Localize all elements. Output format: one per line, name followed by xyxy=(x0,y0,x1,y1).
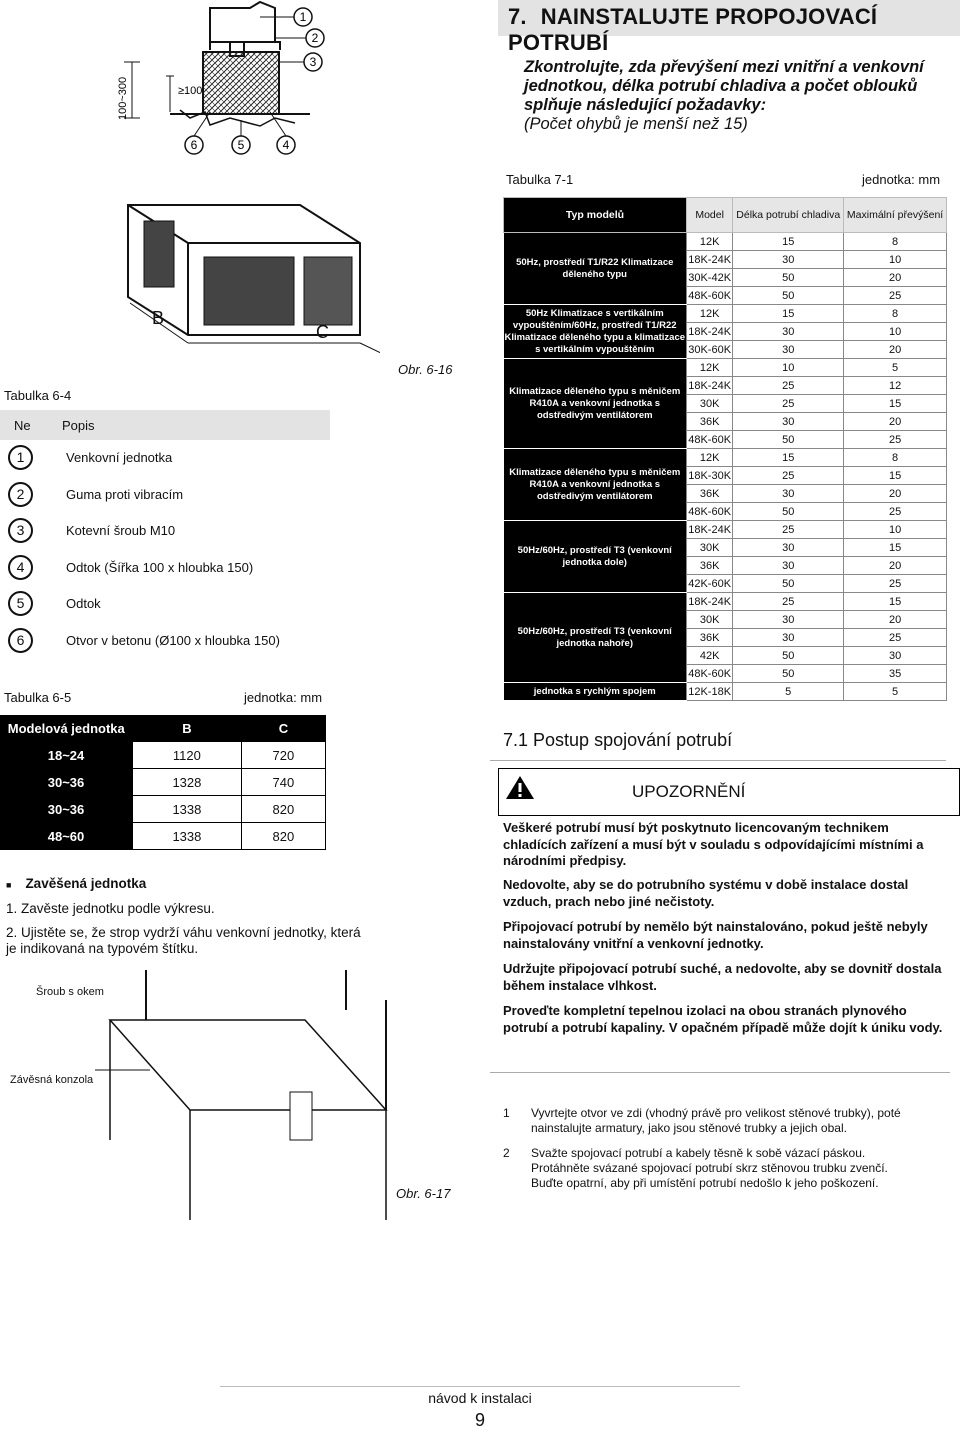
page-number: 9 xyxy=(474,1410,485,1430)
length-cell: 30 xyxy=(733,413,844,431)
length-cell: 15 xyxy=(733,305,844,323)
dimensions-table xyxy=(0,715,326,850)
callout-5: 5 xyxy=(237,138,245,152)
length-cell: 25 xyxy=(733,521,844,539)
footer-label: návod k instalaci xyxy=(428,1390,532,1406)
model-cell: 36K xyxy=(687,413,733,431)
model-type-cell: 50Hz, prostředí T1/R22 Klimatizace děleného typu xyxy=(504,233,687,305)
divider xyxy=(490,1072,950,1073)
figure-16-caption: Obr. 6-16 xyxy=(398,362,453,377)
cell-c: 820 xyxy=(241,796,325,823)
model-type-cell: 50Hz/60Hz, prostředí T3 (venkovní jednotka nahoře) xyxy=(504,593,687,683)
table-71-unit: jednotka: mm xyxy=(862,172,941,187)
height-cell: 20 xyxy=(844,557,947,575)
model-cell: 30K-42K xyxy=(687,269,733,287)
figure-17-caption: Obr. 6-17 xyxy=(396,1186,451,1201)
table-row xyxy=(0,622,330,659)
label-c: C xyxy=(316,322,329,342)
dim-inner: ≥100 xyxy=(178,85,203,97)
col-c: C xyxy=(241,715,325,742)
model-cell: 48K-60K xyxy=(687,503,733,521)
row-desc: Otvor v betonu (Ø100 x hloubka 150) xyxy=(50,622,330,659)
height-cell: 30 xyxy=(844,647,947,665)
table-row xyxy=(0,586,330,623)
height-cell: 20 xyxy=(844,413,947,431)
model-cell: 48K-60K xyxy=(687,431,733,449)
col-type: Typ modelů xyxy=(504,198,687,233)
warning-paragraph-4: Udržujte připojovací potrubí suché, a nedovolte, aby se dovnitř dostala během instalace vlhkost. xyxy=(503,961,942,993)
row-desc: Odtok (Šířka 100 x hloubka 150) xyxy=(50,549,330,586)
height-cell: 10 xyxy=(844,251,947,269)
length-cell: 50 xyxy=(733,269,844,287)
length-cell: 30 xyxy=(733,323,844,341)
table-header xyxy=(0,715,326,742)
height-cell: 10 xyxy=(844,323,947,341)
model-cell: 36K xyxy=(687,557,733,575)
row-desc: Kotevní šroub M10 xyxy=(50,513,330,550)
step-text: Svažte spojovací potrubí a kabely těsně k sobě vázací páskou. Protáhněte svázané spojovací potrubí skrz stěnovou trubku zvenčí. Buďte opatrní, aby při umístění potrubí nedošlo k jeho poškození. xyxy=(531,1146,888,1190)
table-row xyxy=(0,823,326,850)
length-cell: 50 xyxy=(733,287,844,305)
row-desc: Guma proti vibracím xyxy=(50,476,330,513)
step-number: 2. xyxy=(6,925,18,940)
table-row xyxy=(504,449,947,467)
length-cell: 30 xyxy=(733,539,844,557)
intro-note: (Počet ohybů je menší než 15) xyxy=(524,115,748,133)
model-cell: 30K xyxy=(687,395,733,413)
cell-b: 1338 xyxy=(133,796,242,823)
table-row xyxy=(0,742,326,769)
suspended-step-1 xyxy=(6,901,366,916)
table-row xyxy=(504,683,947,701)
length-cell: 30 xyxy=(733,557,844,575)
step-text: Vyvrtejte otvor ve zdi (vhodný právě pro velikost stěnové trubky), poté nainstalujte armatury, jako jsou stěnové trubky a jejich obal. xyxy=(531,1106,901,1135)
col-desc: Popis xyxy=(50,410,330,440)
label-b: B xyxy=(152,308,165,328)
model-cell: 18K-30K xyxy=(687,467,733,485)
height-cell: 10 xyxy=(844,521,947,539)
model-cell: 12K xyxy=(687,233,733,251)
length-cell: 25 xyxy=(733,467,844,485)
length-cell: 25 xyxy=(733,377,844,395)
cell-model: 18~24 xyxy=(0,742,133,769)
cell-b: 1120 xyxy=(133,742,242,769)
model-cell: 36K xyxy=(687,629,733,647)
table-row xyxy=(504,593,947,611)
suspended-unit-figure xyxy=(90,960,400,1230)
length-cell: 30 xyxy=(733,611,844,629)
row-number: 5 xyxy=(8,591,33,616)
length-cell: 50 xyxy=(733,575,844,593)
height-cell: 8 xyxy=(844,233,947,251)
model-cell: 18K-24K xyxy=(687,377,733,395)
height-cell: 25 xyxy=(844,629,947,647)
length-cell: 30 xyxy=(733,341,844,359)
step-number: 2 xyxy=(503,1146,510,1160)
divider xyxy=(490,760,946,761)
col-no: Ne xyxy=(0,410,50,440)
cell-b: 1338 xyxy=(133,823,242,850)
table-64-caption: Tabulka 6-4 xyxy=(4,388,72,403)
piping-table xyxy=(503,197,947,701)
length-cell: 50 xyxy=(733,431,844,449)
footer-line xyxy=(220,1386,740,1387)
height-cell: 15 xyxy=(844,539,947,557)
step-text: Zavěste jednotku podle výkresu. xyxy=(21,901,215,916)
row-number: 4 xyxy=(8,555,33,580)
table-71-caption: Tabulka 7-1 xyxy=(506,172,574,187)
height-cell: 12 xyxy=(844,377,947,395)
row-desc: Venkovní jednotka xyxy=(50,440,330,476)
height-cell: 5 xyxy=(844,359,947,377)
col-model: Modelová jednotka xyxy=(0,715,133,742)
callout-6: 6 xyxy=(190,138,198,152)
table-row xyxy=(504,521,947,539)
model-cell: 18K-24K xyxy=(687,521,733,539)
mounting-figure xyxy=(110,0,340,160)
step-1 xyxy=(503,1106,943,1136)
warning-title: UPOZORNĚNÍ xyxy=(632,782,746,801)
height-cell: 8 xyxy=(844,305,947,323)
length-cell: 50 xyxy=(733,665,844,683)
row-number: 6 xyxy=(8,628,33,653)
model-cell: 42K xyxy=(687,647,733,665)
height-cell: 20 xyxy=(844,269,947,287)
table-header xyxy=(504,198,947,233)
dim-vertical: 100~300 xyxy=(117,76,129,120)
model-type-cell: jednotka s rychlým spojem xyxy=(504,683,687,701)
model-cell: 36K xyxy=(687,485,733,503)
col-height: Maximální převýšení xyxy=(844,198,947,233)
height-cell: 15 xyxy=(844,467,947,485)
warning-paragraph-3: Připojovací potrubí by nemělo být nainstalováno, pokud ještě nebyly nainstalovány vnitřní a venkovní jednotky. xyxy=(503,919,928,951)
height-cell: 25 xyxy=(844,287,947,305)
parts-table xyxy=(0,410,330,659)
section-title-text: NAINSTALUJTE PROPOJOVACÍ POTRUBÍ xyxy=(508,4,878,55)
section-title xyxy=(508,4,960,56)
length-cell: 50 xyxy=(733,503,844,521)
subsection-title: 7.1 Postup spojování potrubí xyxy=(503,730,733,750)
cell-b: 1328 xyxy=(133,769,242,796)
model-cell: 42K-60K xyxy=(687,575,733,593)
cell-c: 720 xyxy=(241,742,325,769)
row-number: 1 xyxy=(8,445,33,470)
intro-text xyxy=(524,58,944,134)
model-cell: 12K-18K xyxy=(687,683,733,701)
table-row xyxy=(0,476,330,513)
length-cell: 10 xyxy=(733,359,844,377)
height-cell: 35 xyxy=(844,665,947,683)
height-cell: 20 xyxy=(844,485,947,503)
table-header xyxy=(0,410,330,440)
table-65-unit: jednotka: mm xyxy=(244,690,323,705)
outdoor-unit-figure xyxy=(80,185,380,360)
model-cell: 18K-24K xyxy=(687,593,733,611)
cell-model: 30~36 xyxy=(0,796,133,823)
bullet-icon: ■ xyxy=(6,880,12,890)
section-number: 7. xyxy=(508,4,527,29)
row-desc: Odtok xyxy=(50,586,330,623)
table-row xyxy=(504,359,947,377)
table-row xyxy=(0,769,326,796)
length-cell: 30 xyxy=(733,485,844,503)
height-cell: 5 xyxy=(844,683,947,701)
warning-paragraph-2: Nedovolte, aby se do potrubního systému v době instalace dostal vzduch, prach nebo jiné nečistoty. xyxy=(503,877,909,909)
model-cell: 18K-24K xyxy=(687,323,733,341)
table-row xyxy=(0,440,330,476)
length-cell: 30 xyxy=(733,251,844,269)
step-text: Ujistěte se, že strop vydrží váhu venkovní jednotky, která je indikovaná na typovém štítku. xyxy=(6,925,361,956)
step-number: 1 xyxy=(503,1106,510,1120)
length-cell: 5 xyxy=(733,683,844,701)
callout-4: 4 xyxy=(282,138,290,152)
table-row xyxy=(0,796,326,823)
table-row xyxy=(504,305,947,323)
model-type-cell: 50Hz/60Hz, prostředí T3 (venkovní jednotka dole) xyxy=(504,521,687,593)
callout-1: 1 xyxy=(299,10,307,24)
model-type-cell: Klimatizace děleného typu s měničem R410A a venkovní jednotka s odstředivým ventilátorem xyxy=(504,359,687,449)
warning-icon xyxy=(505,774,535,800)
col-length: Délka potrubí chladiva xyxy=(733,198,844,233)
height-cell: 25 xyxy=(844,575,947,593)
height-cell: 25 xyxy=(844,431,947,449)
height-cell: 25 xyxy=(844,503,947,521)
row-number: 2 xyxy=(8,482,33,507)
suspended-section xyxy=(6,876,366,957)
cell-c: 820 xyxy=(241,823,325,850)
intro-bold: Zkontrolujte, zda převýšení mezi vnitřní a venkovní jednotkou, délka potrubí chladiva a počet oblouků splňuje následující požadavky: xyxy=(524,58,924,114)
table-row xyxy=(0,549,330,586)
col-b: B xyxy=(133,715,242,742)
length-cell: 50 xyxy=(733,647,844,665)
model-cell: 12K xyxy=(687,305,733,323)
warning-paragraph-5: Proveďte kompletní tepelnou izolaci na obou stranách plynového potrubí a potrubí kapaliny. V opačném případě může dojít k úniku vody. xyxy=(503,1003,943,1035)
table-65-caption: Tabulka 6-5 xyxy=(4,690,72,705)
height-cell: 15 xyxy=(844,593,947,611)
model-cell: 18K-24K xyxy=(687,251,733,269)
callout-3: 3 xyxy=(309,55,317,69)
suspended-step-2 xyxy=(6,925,366,957)
label-bolt: Šroub s okem xyxy=(36,986,104,998)
col-model: Model xyxy=(687,198,733,233)
cell-model: 30~36 xyxy=(0,769,133,796)
length-cell: 25 xyxy=(733,395,844,413)
model-cell: 48K-60K xyxy=(687,287,733,305)
model-cell: 48K-60K xyxy=(687,665,733,683)
step-2 xyxy=(503,1146,943,1191)
length-cell: 15 xyxy=(733,449,844,467)
model-type-cell: 50Hz Klimatizace s vertikálním vypouštěním/60Hz, prostředí T1/R22 Klimatizace děleného typu a klimatizace s vertikálním vypouštěním xyxy=(504,305,687,359)
warning-paragraph-1: Veškeré potrubí musí být poskytnuto licencovaným technikem chladících zařízení a musí být v souladu s odpovídajícími místními a národními předpisy. xyxy=(503,820,924,868)
model-cell: 12K xyxy=(687,359,733,377)
cell-c: 740 xyxy=(241,769,325,796)
row-number: 3 xyxy=(8,518,33,543)
cell-model: 48~60 xyxy=(0,823,133,850)
model-cell: 30K xyxy=(687,611,733,629)
suspended-title xyxy=(6,876,366,891)
model-type-cell: Klimatizace děleného typu s měničem R410A a venkovní jednotka s odstředivým ventilátorem xyxy=(504,449,687,521)
suspended-title-text: Zavěšená jednotka xyxy=(25,876,147,891)
model-cell: 30K-60K xyxy=(687,341,733,359)
length-cell: 25 xyxy=(733,593,844,611)
table-row xyxy=(504,233,947,251)
model-cell: 30K xyxy=(687,539,733,557)
step-number: 1. xyxy=(6,901,18,916)
length-cell: 15 xyxy=(733,233,844,251)
height-cell: 20 xyxy=(844,611,947,629)
model-cell: 12K xyxy=(687,449,733,467)
label-bracket: Závěsná konzola xyxy=(10,1074,94,1086)
height-cell: 15 xyxy=(844,395,947,413)
table-row xyxy=(0,513,330,550)
callout-2: 2 xyxy=(311,31,319,45)
height-cell: 8 xyxy=(844,449,947,467)
length-cell: 30 xyxy=(733,629,844,647)
height-cell: 20 xyxy=(844,341,947,359)
